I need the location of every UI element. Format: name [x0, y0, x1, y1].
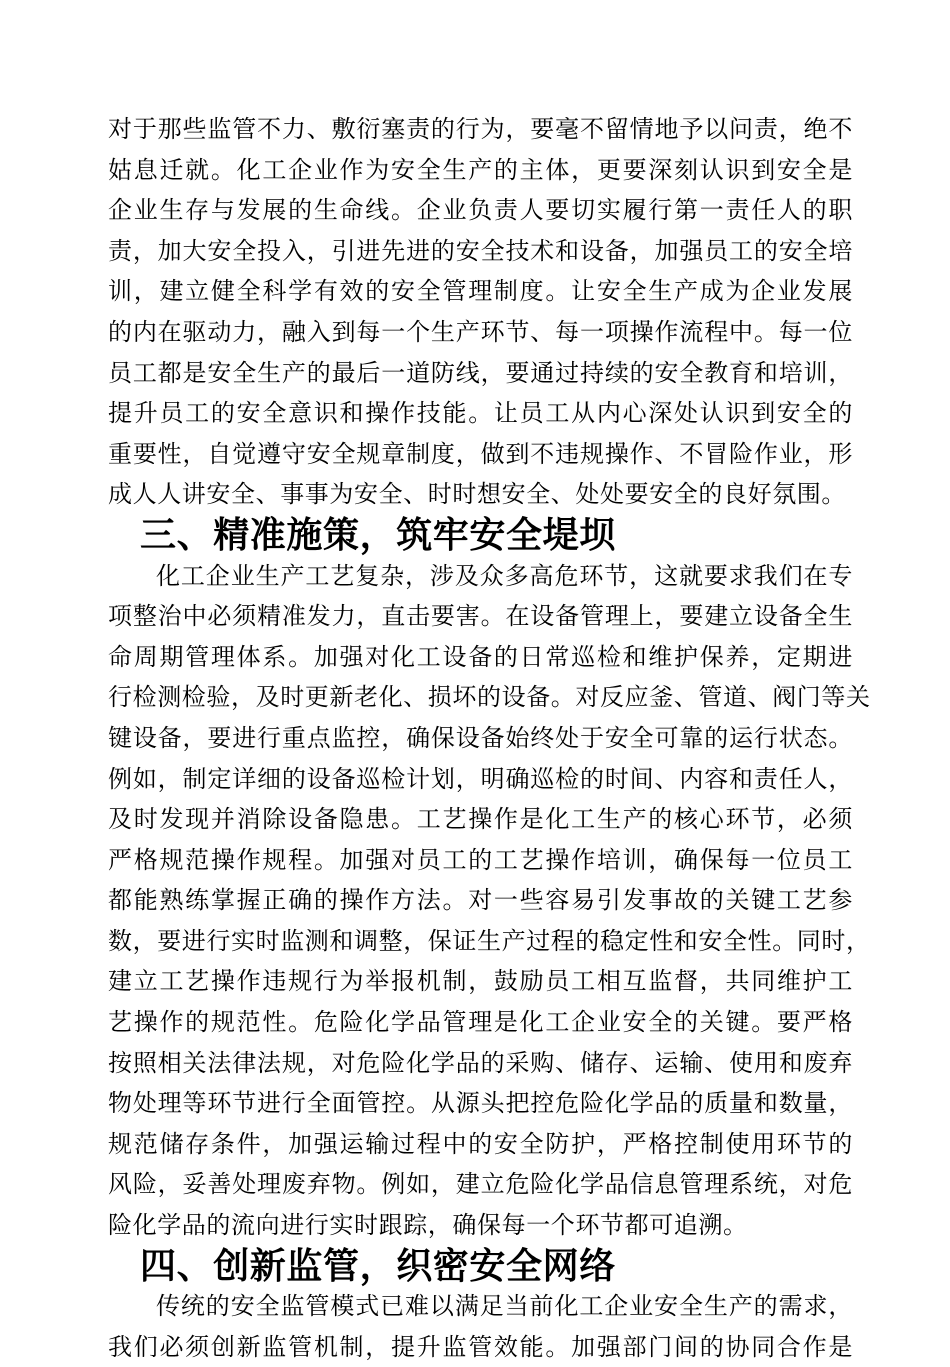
- document-page: [108, 109, 871, 1367]
- text-line: 责，加大安全投入，引进先进的安全技术和设备，加强员工的安全培: [108, 236, 853, 265]
- text-line: 物处理等环节进行全面管控。从源头把控危险化学品的质量和数量，: [108, 1089, 853, 1118]
- text-line: 及时发现并消除设备隐患。工艺操作是化工生产的核心环节，必须: [108, 805, 853, 834]
- paragraph-precise-measures: [108, 556, 871, 1246]
- text-line: 员工都是安全生产的最后一道防线，要通过持续的安全教育和培训，: [108, 358, 853, 387]
- text-line: 艺操作的规范性。危险化学品管理是化工企业安全的关键。要严格: [108, 1008, 853, 1037]
- text-line: 重要性，自觉遵守安全规章制度，做到不违规操作、不冒险作业，形: [108, 439, 853, 468]
- text-line: 训，建立健全科学有效的安全管理制度。让安全生产成为企业发展: [108, 277, 853, 306]
- text-line: 提升员工的安全意识和操作技能。让员工从内心深处认识到安全的: [108, 399, 853, 428]
- text-line: 命周期管理体系。加强对化工设备的日常巡检和维护保养，定期进: [108, 642, 853, 671]
- paragraph-innovative-supervision: [108, 1286, 853, 1367]
- text-line: 行检测检验，及时更新老化、损坏的设备。对反应釜、管道、阀门等关: [108, 683, 871, 712]
- paragraph-accountability: [108, 109, 853, 515]
- text-line: 项整治中必须精准发力，直击要害。在设备管理上，要建立设备全生: [108, 602, 853, 631]
- text-line: 的内在驱动力，融入到每一个生产环节、每一项操作流程中。每一位: [108, 317, 853, 346]
- text-line: 化工企业生产工艺复杂，涉及众多高危环节，这就要求我们在专: [156, 561, 853, 590]
- text-line: 风险，妥善处理废弃物。例如，建立危险化学品信息管理系统，对危: [108, 1170, 853, 1199]
- text-line: 都能熟练掌握正确的操作方法。对一些容易引发事故的关键工艺参: [108, 886, 853, 915]
- text-line: 姑息迁就。化工企业作为安全生产的主体，更要深刻认识到安全是: [108, 155, 853, 184]
- text-line: 规范储存条件，加强运输过程中的安全防护，严格控制使用环节的: [108, 1129, 853, 1158]
- text-line: 严格规范操作规程。加强对员工的工艺操作培训，确保每一位员工: [108, 845, 853, 874]
- text-line: 成人人讲安全、事事为安全、时时想安全、处处要安全的良好氛围。: [108, 480, 846, 509]
- text-line: 例如，制定详细的设备巡检计划，明确巡检的时间、内容和责任人，: [108, 764, 853, 793]
- section-heading-4: 四、创新监管，织密安全网络: [140, 1244, 616, 1287]
- text-line: 险化学品的流向进行实时跟踪，确保每一个环节都可追溯。: [108, 1211, 748, 1240]
- text-line: 对于那些监管不力、敷衍塞责的行为，要毫不留情地予以问责，绝不: [108, 115, 853, 143]
- text-line: 按照相关法律法规，对危险化学品的采购、储存、运输、使用和废弃: [108, 1048, 853, 1077]
- text-line: 传统的安全监管模式已难以满足当前化工企业安全生产的需求，: [156, 1292, 853, 1321]
- section-heading-3: 三、精准施策，筑牢安全堤坝: [140, 513, 616, 556]
- text-line: 企业生存与发展的生命线。企业负责人要切实履行第一责任人的职: [108, 196, 853, 225]
- text-line: 数，要进行实时监测和调整，保证生产过程的稳定性和安全性。同时，: [108, 926, 871, 955]
- text-line: 键设备，要进行重点监控，确保设备始终处于安全可靠的运行状态。: [108, 723, 853, 752]
- text-line: 我们必须创新监管机制，提升监管效能。加强部门间的协同合作是: [108, 1332, 853, 1361]
- text-line: 建立工艺操作违规行为举报机制，鼓励员工相互监督，共同维护工: [108, 967, 853, 996]
